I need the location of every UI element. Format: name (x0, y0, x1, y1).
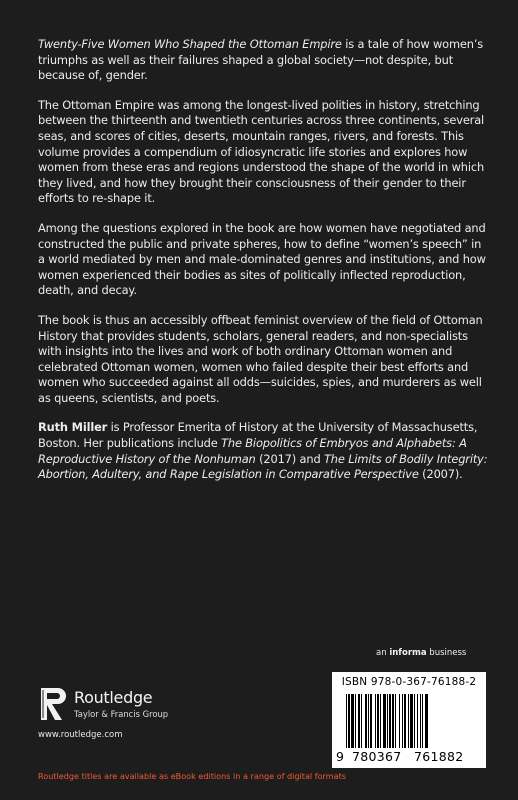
isbn-digit-group-1: 780367 (352, 749, 402, 764)
ebook-availability-note: Routledge titles are available as eBook editions in a range of digital formats (38, 771, 346, 781)
publication-title-2: The Limits of Bodily Integrity: Abortion, Adultery, and Rape Legislation in Comparative Perspective (38, 451, 488, 482)
intro-text: is a tale of how women’s triumphs as well as their failures shaped a global society—not despite, but because of, gender. (38, 37, 484, 83)
author-name: Ruth Miller (38, 420, 108, 435)
book-title: Twenty-Five Women Who Shaped the Ottoman Empire (38, 37, 342, 51)
publication-title-1: The Biopolitics of Embryos and Alphabets: A Reproductive History of the Nonhuman (38, 436, 467, 466)
intro-paragraph (38, 37, 490, 84)
informa-brand: informa (389, 648, 427, 658)
isbn-label: ISBN 978-0-367-76188-2 (341, 676, 477, 688)
empire-paragraph: The Ottoman Empire was among the longest-lived polities in history, stretching between the thirteenth and twentieth centuries across three continents, several seas, and scores of cities, deserts, mountain ranges, rivers, and forests. This volume provides a compendium of idiosyncratic life stories and explores how women from these eras and regions understood the shape of the world in which they lived, and how they brought their consciousness of their gender to their efforts to re-shape it. (38, 97, 485, 206)
publisher-name: Routledge (74, 688, 153, 707)
isbn-digit-group-2: 761882 (414, 749, 464, 764)
questions-paragraph: Among the questions explored in the book are how women have negotiated and constructed the public and private spheres, how to define “women’s speech” in a world mediated by men and male-dominated genres and institutions, and how women experienced their bodies as sites of politically inflected reproduction, death, and decay. (38, 220, 486, 298)
barcode-bars (346, 694, 478, 748)
overview-paragraph: The book is thus an accessibly offbeat feminist overview of the field of Ottoman History that provides students, scholars, general readers, and non-specialists with insights into the lives and work of both ordinary Ottoman women and celebrated Ottoman women, women who failed despite their best efforts and women who succeeded against all odds—suicides, spies, and murderers as well as queens, scientists, and poets. (38, 312, 483, 405)
isbn-barcode (332, 672, 486, 768)
back-cover-description (38, 37, 490, 497)
isbn-lead-digit: 9 (336, 749, 345, 764)
informa-business-label: an informa business (376, 648, 467, 658)
publisher-subtitle: Taylor & Francis Group (74, 709, 169, 719)
routledge-logo-icon (38, 686, 68, 722)
author-bio: Ruth Miller is Professor Emerita of History at the University of Massachusetts, Boston. Her publications include The Biopolitics of Embryos and Alphabets: A Reproductive History of the Nonhuman (2017) and The Limits of Bodily Integrity: Abortion, Adultery, and Rape Legislation in Comparative Perspective (2007). (38, 420, 488, 482)
publisher-website[interactable]: www.routledge.com (38, 730, 123, 740)
